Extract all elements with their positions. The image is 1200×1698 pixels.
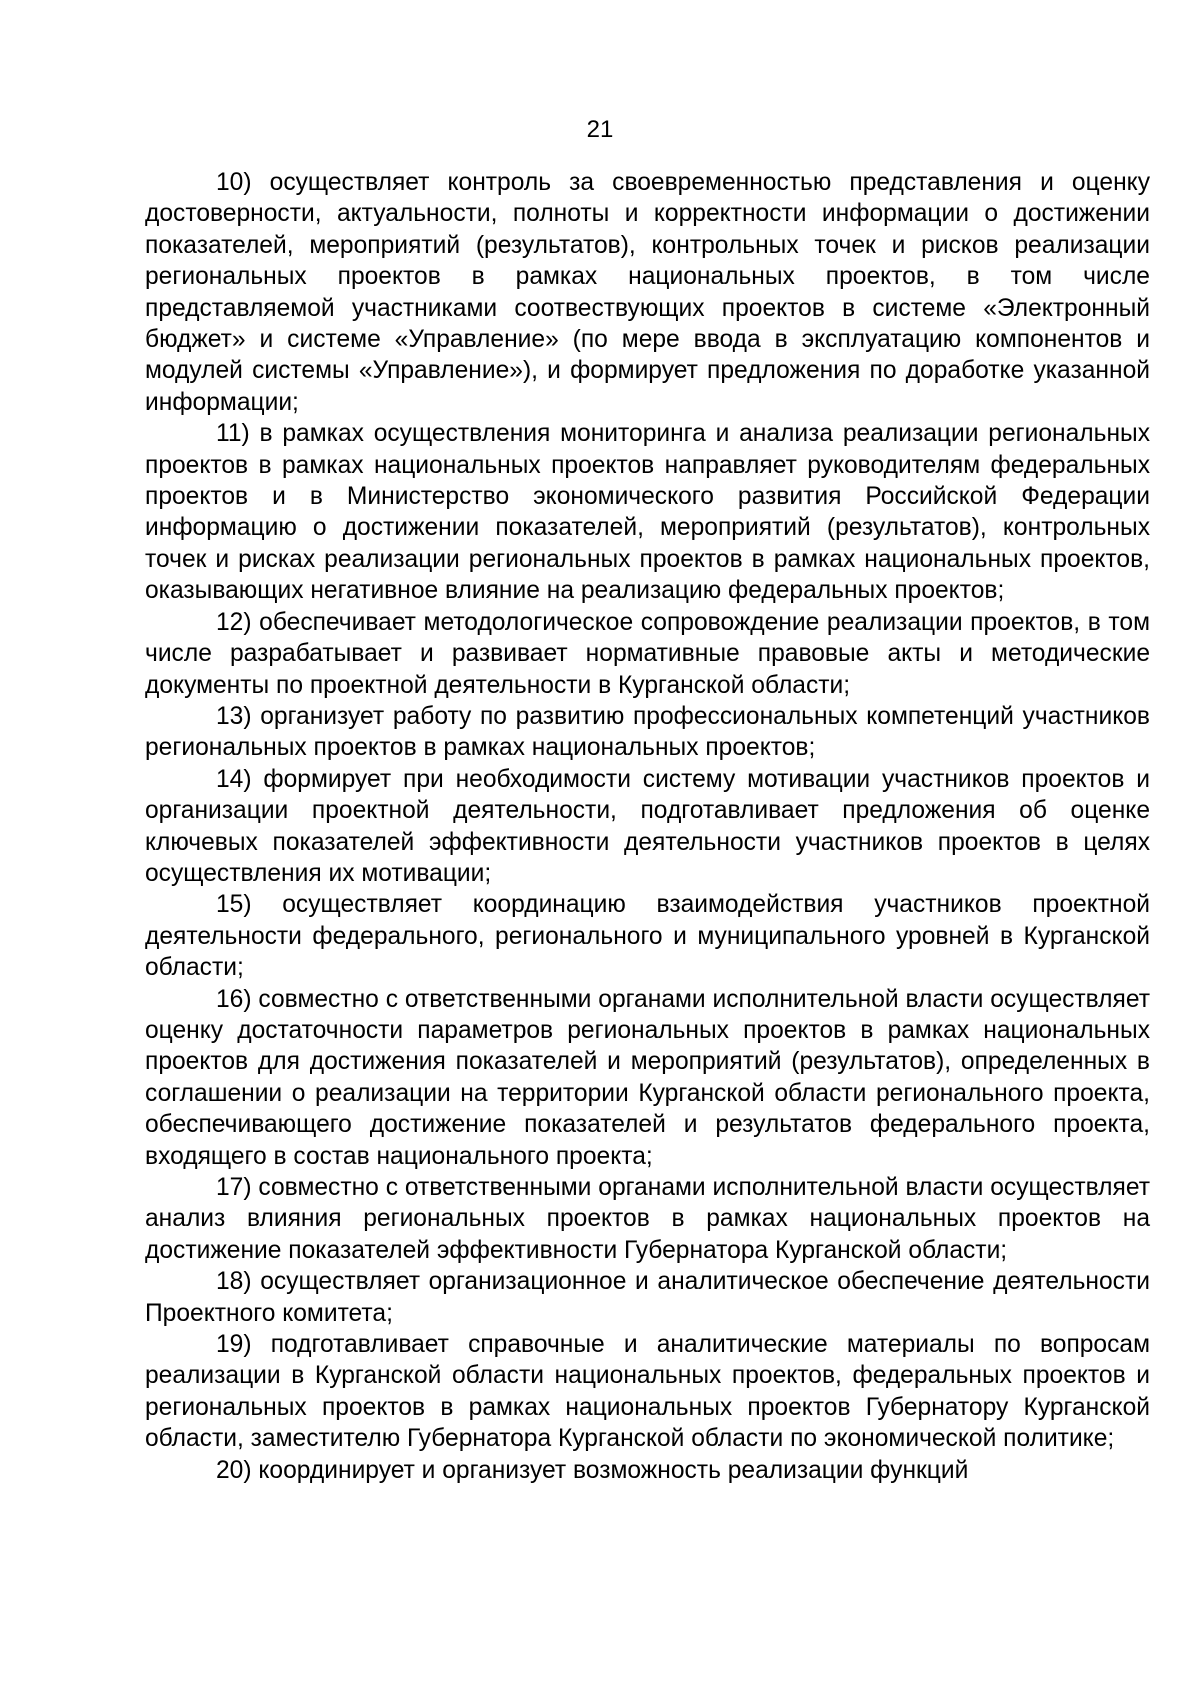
list-item — [145, 984, 1150, 1172]
list-item — [145, 701, 1150, 764]
list-item — [145, 1172, 1150, 1266]
item-number: 19) — [216, 1331, 252, 1359]
list-item — [145, 1266, 1150, 1329]
document-body — [145, 167, 1150, 1486]
item-number: 14) — [216, 765, 252, 793]
item-text: осуществляет контроль за своевременностью представления и оценку достоверности, актуальности, полноты и корректности информации о достижении показателей, мероприятий (результатов), контрольных точек и рисков реализации региональных проектов в рамках национальных проектов, в том числе представляемой участниками соотвествующих проектов в системе «Электронный бюджет» и системе «Управление» (по мере ввода в эксплуатацию компонентов и модулей системы «Управление»), и формирует предложения по доработке указанной информации; — [145, 169, 1150, 416]
item-text: в рамках осуществления мониторинга и анализа реализации региональных проектов в рамках национальных проектов направляет руководителям федеральных проектов и в Министерство экономического развития Российской Федерации информацию о достижении показателей, мероприятий (результатов), контрольных точек и рисках реализации региональных проектов в рамках национальных проектов, оказывающих негативное влияние на реализацию федеральных проектов; — [145, 420, 1150, 605]
list-item — [145, 764, 1150, 890]
item-number: 12) — [216, 608, 252, 636]
list-item — [145, 1455, 1150, 1486]
item-text: подготавливает справочные и аналитические материалы по вопросам реализации в Курганской области национальных проектов, федеральных проектов и региональных проектов в рамках национальных проектов Губернатору Курганской области, заместителю Губернатора Курганской области по экономической политике; — [145, 1331, 1150, 1453]
item-text: совместно с ответственными органами исполнительной власти осуществляет оценку достаточности параметров региональных проектов в рамках национальных проектов для достижения показателей и мероприятий (результатов), определенных в соглашении о реализации на территории Курганской области регионального проекта, обеспечивающего достижение показателей и результатов федерального проекта, входящего в состав национального проекта; — [145, 985, 1150, 1170]
item-number: 17) — [216, 1174, 252, 1201]
list-item — [145, 167, 1150, 418]
item-text: обеспечивает методологическое сопровождение реализации проектов, в том числе разрабатывает и развивает нормативные правовые акты и методические документы по проектной деятельности в Курганской области; — [145, 608, 1150, 699]
item-number: 10) — [216, 169, 252, 196]
item-number: 16) — [216, 985, 252, 1013]
list-item — [145, 1329, 1150, 1455]
item-number: 11) — [216, 420, 250, 448]
item-text: организует работу по развитию профессиональных компетенций участников региональных проектов в рамках национальных проектов; — [145, 702, 1150, 762]
item-text: формирует при необходимости систему мотивации участников проектов и организации проектной деятельности, подготавливает предложения об оценке ключевых показателей эффективности деятельности участников проектов в целях осуществления их мотивации; — [145, 765, 1150, 887]
list-item — [145, 889, 1150, 983]
list-item — [145, 607, 1150, 701]
list-item — [145, 418, 1150, 606]
item-text: осуществляет организационное и аналитическое обеспечение деятельности Проектного комитета; — [145, 1268, 1150, 1327]
item-text: координирует и организует возможность реализации функций — [258, 1456, 969, 1484]
item-number: 13) — [216, 702, 252, 730]
item-number: 15) — [216, 891, 252, 919]
page-number: 21 — [586, 116, 614, 143]
item-text: совместно с ответственными органами исполнительной власти осуществляет анализ влияния региональных проектов в рамках национальных проектов на достижение показателей эффективности Губернатора Курганской области; — [145, 1174, 1150, 1264]
item-number: 18) — [216, 1268, 252, 1296]
item-number: 20) — [216, 1456, 252, 1484]
item-text: осуществляет координацию взаимодействия участников проектной деятельности федерального, регионального и муниципального уровней в Курганской области; — [145, 891, 1150, 982]
